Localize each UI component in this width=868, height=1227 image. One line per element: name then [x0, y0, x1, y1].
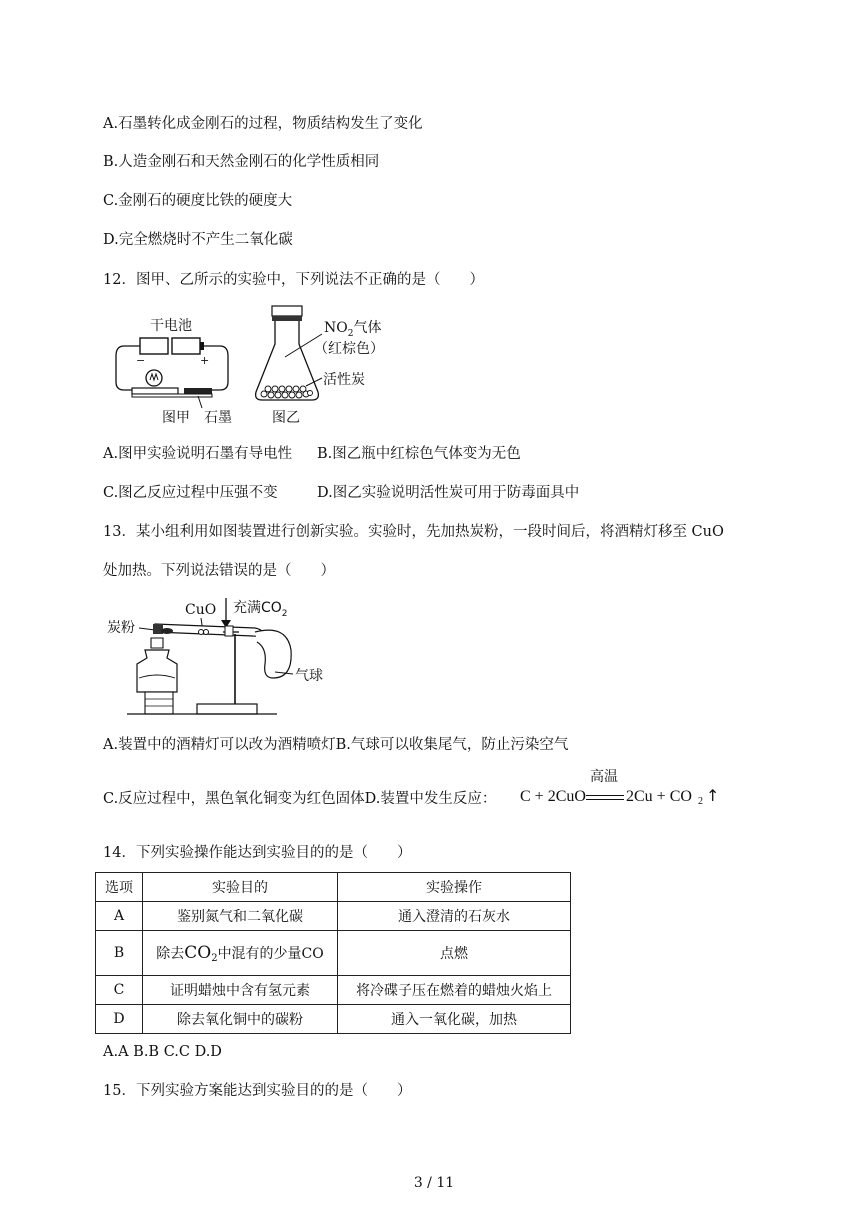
table-row: C 证明蜡烛中含有氢元素 将冷碟子压在燃着的蜡烛火焰上: [96, 976, 571, 1005]
q13-figure: [105, 594, 335, 722]
battery-terminal: [200, 342, 204, 350]
tube-stopper: [153, 624, 163, 634]
circuit-base: [132, 388, 178, 394]
no2-label: $NO_2$气体: [324, 320, 382, 339]
alcohol-lamp-icon: [137, 650, 177, 692]
graphite-label: 石墨: [204, 410, 232, 426]
q13-option-ab: A.装置中的酒精灯可以改为酒精喷灯B.气球可以收集尾气，防止污染空气: [103, 737, 569, 753]
stand-base: [197, 704, 257, 714]
q11-option-b: B.人造金刚石和天然金刚石的化学性质相同: [103, 154, 380, 170]
fig-yi-label: 图乙: [272, 410, 300, 426]
q12-figure: [110, 302, 410, 432]
minus-sign: −: [136, 354, 146, 367]
q12-option-b: B.图乙瓶中红棕色气体变为无色: [317, 446, 521, 462]
battery-label: 干电池: [150, 318, 192, 334]
carbon-powder-label: 炭粉: [107, 620, 135, 636]
wire-left: [116, 346, 140, 390]
circuit-board: [132, 394, 212, 397]
bulb-icon: [146, 370, 162, 386]
q14-stem: 14．下列实验操作能达到实验目的的是（ ）: [103, 845, 412, 861]
table-row: A 鉴别氮气和二氧化碳 通入澄清的石灰水: [96, 902, 571, 931]
q15-stem: 15．下列实验方案能达到实验目的的是（ ）: [103, 1083, 412, 1099]
carbon-powder: [161, 628, 173, 634]
q11-option-c: C.金刚石的硬度比铁的硬度大: [103, 193, 293, 209]
graphite-rod: [184, 388, 212, 394]
balloon-label: 气球: [295, 668, 323, 684]
wooden-block: [145, 692, 173, 714]
q11-option-d: D.完全燃烧时不产生二氧化碳: [103, 232, 293, 248]
q13-stem-line2: 处加热。下列说法错误的是（ ）: [103, 563, 335, 579]
battery-cell-right: [172, 338, 200, 354]
q12-option-a: A.图甲实验说明石墨有导电性: [103, 446, 293, 462]
header-purpose: 实验目的: [143, 873, 338, 902]
stopper-band: [272, 316, 302, 321]
co2-label: 充满$CO_2$: [233, 600, 288, 619]
q13-option-cd: C.反应过程中，黑色氧化铜变为红色固体D.装置中发生反应：: [103, 791, 497, 807]
q14-answer-options: A.A B.B C.C D.D: [103, 1044, 222, 1060]
q13-stem-line1: 13．某小组利用如图装置进行创新实验。实验时，先加热炭粉，一段时间后，将酒精灯移至 CuO: [103, 524, 724, 540]
fig-jia-label: 图甲: [162, 410, 190, 426]
reaction-tube: [155, 624, 265, 644]
row-b-purpose: 除去$CO_2$中混有的少量CO: [143, 931, 338, 976]
balloon: [255, 630, 291, 678]
red-brown-label: （红棕色）: [314, 341, 384, 357]
cuo-label: CuO: [185, 602, 217, 618]
q12-option-c: C.图乙反应过程中压强不变: [103, 485, 278, 501]
q11-option-a: A.石墨转化成金刚石的过程，物质结构发生了变化: [103, 116, 423, 132]
table-row: D 除去氧化铜中的碳粉 通入一氧化碳，加热: [96, 1005, 571, 1034]
q12-option-d: D.图乙实验说明活性炭可用于防毒面具中: [317, 485, 580, 501]
table-header-row: [96, 873, 571, 902]
battery-cell-left: [140, 338, 168, 354]
q12-stem: 12．图甲、乙所示的实验中，下列说法不正确的是（ ）: [103, 272, 484, 288]
page-number: 3 / 11: [413, 1175, 455, 1191]
flask-stopper: [272, 306, 302, 316]
table-row: B 除去$CO_2$中混有的少量CO 点燃: [96, 931, 571, 976]
plus-sign: +: [200, 354, 210, 367]
q14-table: [95, 872, 571, 1034]
clamp: [225, 626, 233, 636]
header-option: 选项: [96, 873, 143, 902]
activated-carbon-label: 活性炭: [323, 372, 365, 388]
header-operation: 实验操作: [338, 873, 571, 902]
wire-right: [204, 346, 228, 390]
lamp-wick: [151, 638, 163, 648]
